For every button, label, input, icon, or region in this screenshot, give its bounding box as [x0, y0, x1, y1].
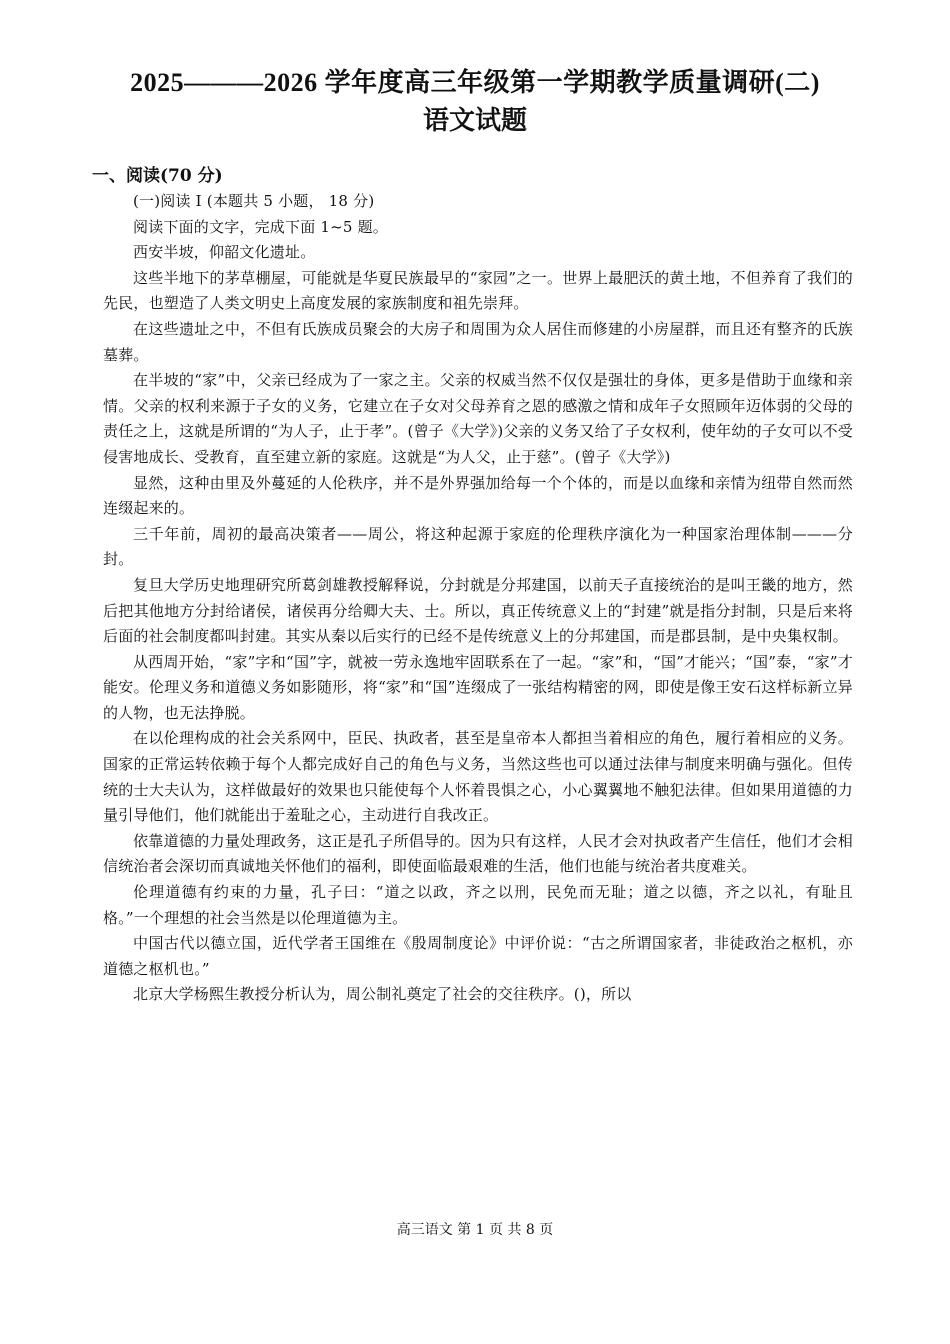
reading-intro: (一)阅读 I (本题共 5 小题， 18 分) — [133, 192, 375, 210]
passage-paragraph: 这些半地下的茅草棚屋，可能就是华夏民族最早的“家园”之一。世界上最肥沃的黄土地，不但养育了我们的先民，也塑造了人类文明史上高度发展的家族制度和祖先崇拜。 — [103, 268, 853, 313]
passage-paragraph: 显然，这种由里及外蔓延的人伦秩序，并不是外界强加给每一个个体的，而是以血缘和亲情为纽带自然而然连缀起来的。 — [103, 473, 853, 518]
passage-paragraph: 中国古代以德立国，近代学者王国维在《殷周制度论》中评价说：“古之所谓国家者，非徒政治之枢机，亦道德之枢机也。” — [103, 934, 853, 978]
passage-paragraph: 在这些遗址之中，不但有氏族成员聚会的大房子和周围为众人居住而修建的小房屋群，而且还有整齐的氏族墓葬。 — [103, 319, 853, 364]
passage-paragraph: 从西周开始，“家”字和“国”字，就被一劳永逸地牢固联系在了一起。“家”和，“国”才能兴；“国”泰，“家”才能安。伦理义务和道德义务如影随形，将“家”和“国”连缀成了一张结构精密的网，即使是像王安石这样标新立异的人物，也无法挣脱。 — [103, 652, 853, 722]
passage-paragraph: 三千年前，周初的最高决策者——周公，将这种起源于家庭的伦理秩序演化为一种国家治理体制———分封。 — [103, 524, 853, 569]
passage-paragraph: 北京大学杨熙生教授分析认为，周公制礼奠定了社会的交往秩序。()，所以 — [133, 985, 632, 1004]
passage-paragraph: 复旦大学历史地理研究所葛剑雄教授解释说，分封就是分邦建国，以前天子直接统治的是叫王畿的地方，然后把其他地方分封给诸侯，诸侯再分给卿大夫、士。所以，真正传统意义上的“封建”就是指分封制，只是后来将后面的社会制度都叫封建。其实从秦以后实行的已经不是传统意义上的分邦建国，而是郡县制，是中央集权制。 — [103, 575, 853, 646]
exam-title: 2025———2026 学年度高三年级第一学期教学质量调研(二) — [130, 68, 820, 97]
passage-paragraph: 在半坡的“家”中，父亲已经成为了一家之主。父亲的权威当然不仅仅是强壮的身体，更多是借助于血缘和亲情。父亲的权利来源于子女的义务，它建立在子女对父母养育之恩的感激之情和成年子女照顾年迈体弱的父母的责任之上，这就是所谓的“为人子，止于孝”。(曾子《大学》)父亲的义务又给了子女权利，使年幼的子女可以不受侵害地成长、受教育，直至建立新的家庭。这就是“为人父，止于慈”。(曾子《大学》) — [103, 371, 853, 466]
page-footer: 高三语文 第 1 页 共 8 页 — [396, 1222, 554, 1238]
passage-paragraph: 西安半坡，仰韶文化遗址。 — [133, 243, 316, 262]
passage-paragraph: 依靠道德的力量处理政务，这正是孔子所倡导的。因为只有这样，人民才会对执政者产生信任，他们才会相信统治者会深切而真诚地关怀他们的福利，即使面临最艰难的生活，他们也能与统治者共度难关。 — [103, 831, 853, 876]
section-heading: 一、阅读(70 分) — [92, 166, 223, 186]
exam-subject-title: 语文试题 — [422, 106, 527, 136]
passage-paragraph: 伦理道德有约束的力量，孔子曰：“道之以政，齐之以刑，民免而无耻；道之以德，齐之以礼，有耻且格。”一个理想的社会当然是以伦理道德为主。 — [103, 883, 853, 927]
reading-passage — [103, 189, 853, 1008]
passage-paragraph: 在以伦理构成的社会关系网中，臣民、执政者，甚至是皇帝本人都担当着相应的角色，履行着相应的义务。国家的正常运转依赖于每个人都完成好自己的角色与义务，当然这些也可以通过法律与制度来明确与强化。但传统的士大夫认为，这样做最好的效果也只能使每个人怀着畏惧之心，小心翼翼地不触犯法律。但如果用道德的力量引导他们，他们就能出于羞耻之心，主动进行自我改正。 — [103, 729, 853, 825]
reading-instruction: 阅读下面的文字，完成下面 1~5 题。 — [133, 217, 388, 236]
